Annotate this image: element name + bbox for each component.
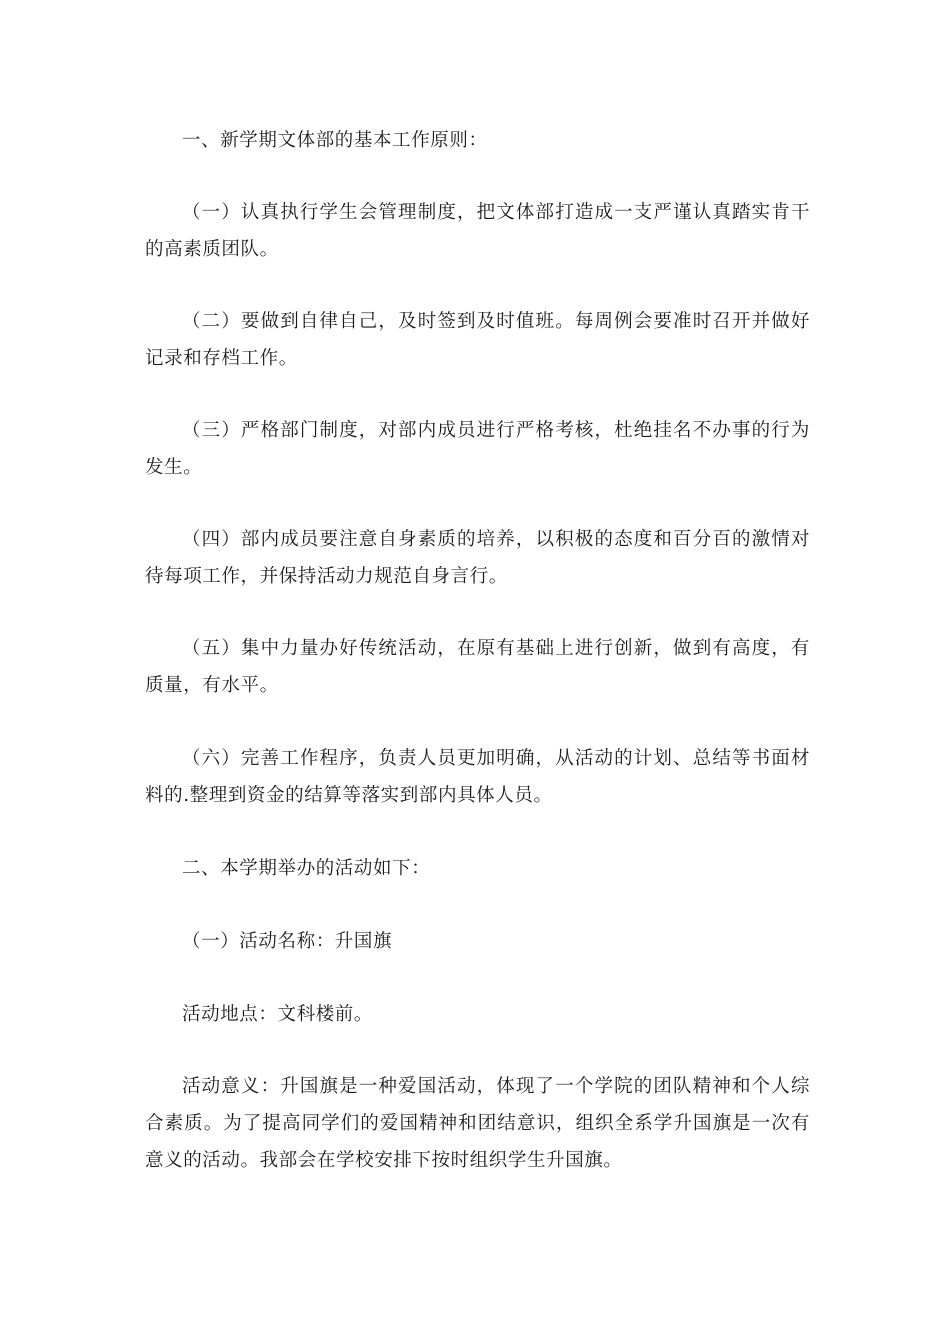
activity-significance: 活动意义：升国旗是一种爱国活动，体现了一个学院的团队精神和个人综合素质。为了提高同学们的爱国精神和团结意识，组织全系学升国旗是一次有意义的活动。我部会在学校安排下按时组织学生升国旗。 [145,1076,810,1171]
principle-item-3: （三）严格部门制度，对部内成员进行严格考核，杜绝挂名不办事的行为发生。 [145,420,810,478]
activity-location: 活动地点：文科楼前。 [182,1004,374,1025]
principle-item-6: （六）完善工作程序，负责人员更加明确，从活动的计划、总结等书面材料的.整理到资金的结算等落实到部内具体人员。 [145,748,810,806]
principle-item-1: （一）认真执行学生会管理制度，把文体部打造成一支严谨认真踏实肯干的高素质团队。 [145,202,810,260]
activity-name: （一）活动名称：升国旗 [182,931,393,952]
principle-item-4: （四）部内成员要注意自身素质的培养，以积极的态度和百分百的激情对待每项工作，并保持活动力规范自身言行。 [145,529,810,587]
section-heading-principles: 一、新学期文体部的基本工作原则： [182,130,488,151]
principle-item-2: （二）要做到自律自己，及时签到及时值班。每周例会要准时召开并做好记录和存档工作。 [145,311,810,369]
section-heading-activities: 二、本学期举办的活动如下： [182,858,431,879]
principle-item-5: （五）集中力量办好传统活动，在原有基础上进行创新，做到有高度，有质量，有水平。 [145,638,810,696]
